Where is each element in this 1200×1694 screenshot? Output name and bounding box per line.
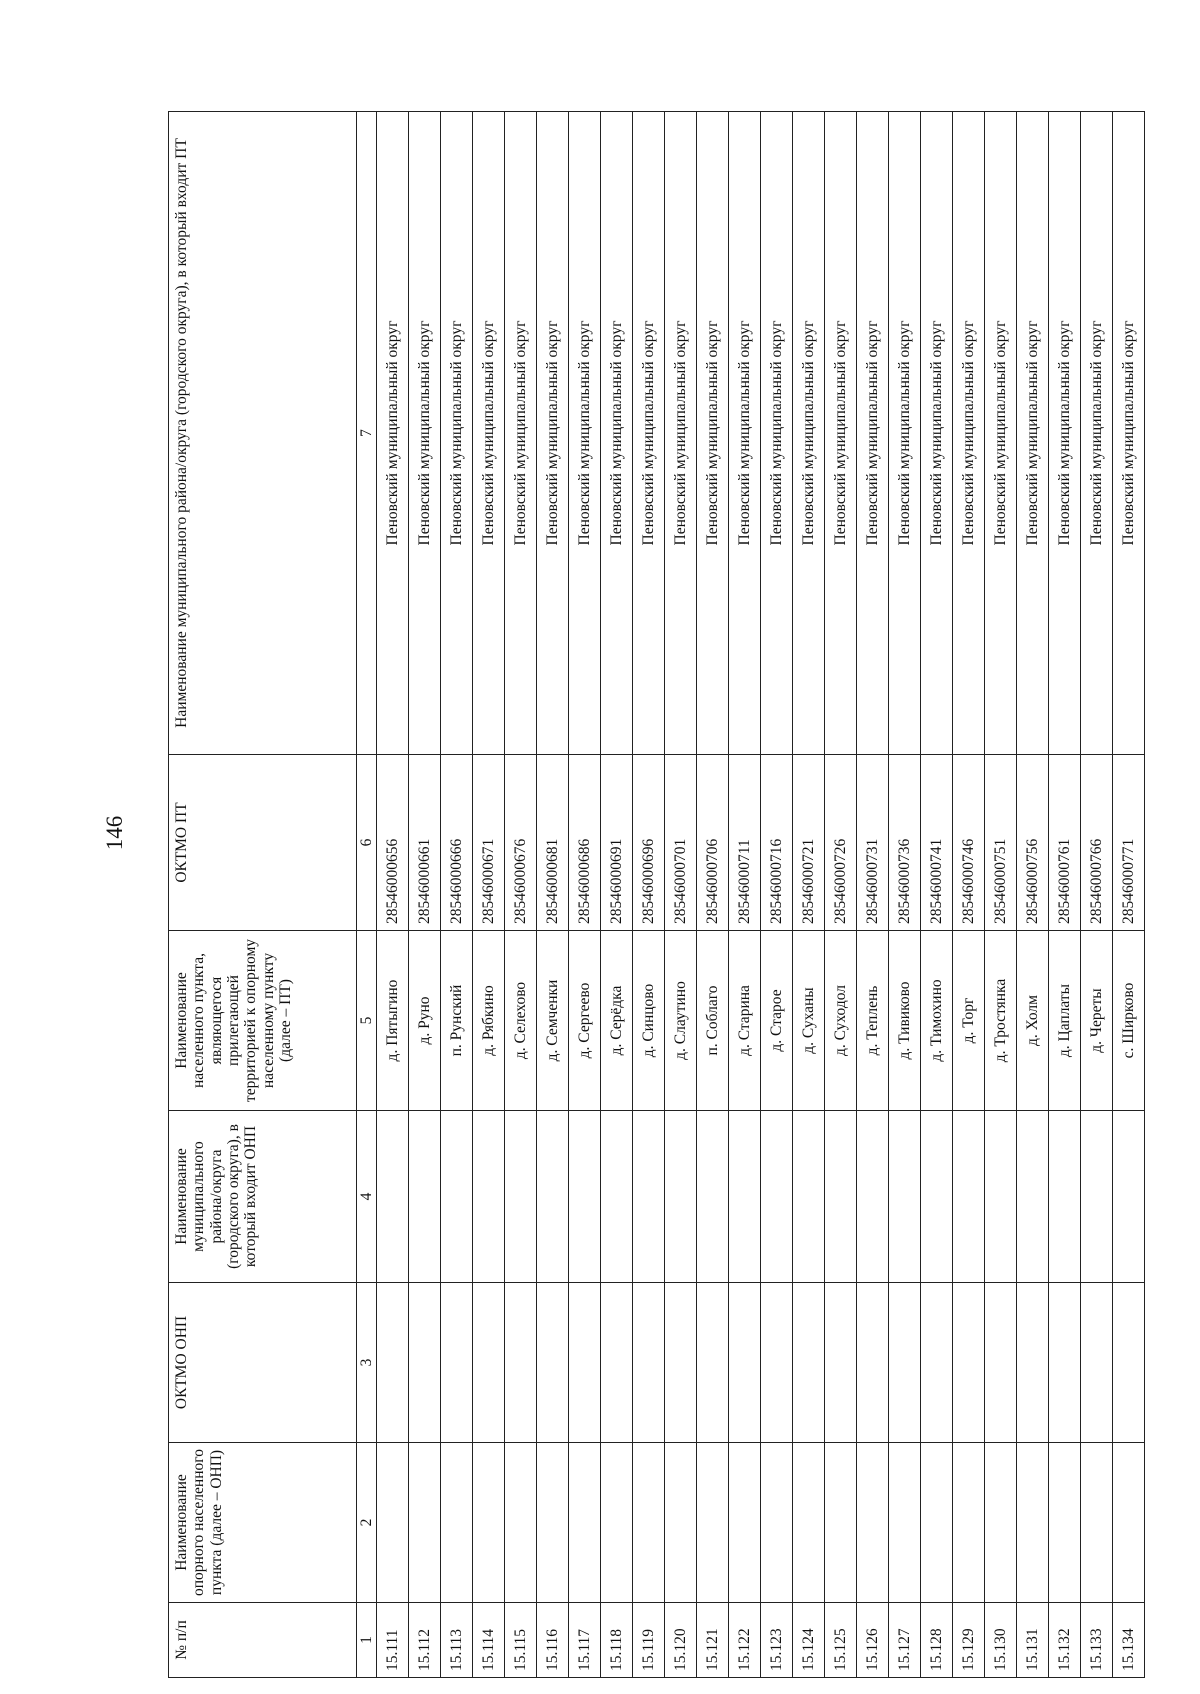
column-number: 4 — [357, 1111, 377, 1283]
header-cell: ОКТМО ОНП — [169, 1283, 357, 1443]
oktmo-code: 28546000731 — [857, 755, 889, 931]
row-number: 15.123 — [761, 1603, 793, 1678]
empty-cell — [601, 1443, 633, 1603]
row-number: 15.121 — [697, 1603, 729, 1678]
empty-cell — [441, 1283, 473, 1443]
settlement-name: д. Рябкино — [473, 931, 505, 1111]
table-row — [473, 112, 505, 1678]
empty-cell — [505, 1443, 537, 1603]
table-row — [857, 112, 889, 1678]
empty-cell — [473, 1443, 505, 1603]
empty-cell — [793, 1111, 825, 1283]
table-row — [825, 112, 857, 1678]
oktmo-code: 28546000671 — [473, 755, 505, 931]
table-row — [409, 112, 441, 1678]
row-number: 15.130 — [985, 1603, 1017, 1678]
settlement-name: д. Сергеево — [569, 931, 601, 1111]
empty-cell — [793, 1283, 825, 1443]
oktmo-code: 28546000721 — [793, 755, 825, 931]
row-number: 15.127 — [889, 1603, 921, 1678]
district-name: Пеновский муниципальный округ — [1017, 112, 1049, 755]
oktmo-code: 28546000771 — [1113, 755, 1145, 931]
district-name: Пеновский муниципальный округ — [537, 112, 569, 755]
empty-cell — [1049, 1443, 1081, 1603]
empty-cell — [953, 1283, 985, 1443]
table-row — [1113, 112, 1145, 1678]
settlement-name: д. Теплень — [857, 931, 889, 1111]
empty-cell — [505, 1283, 537, 1443]
empty-cell — [601, 1283, 633, 1443]
empty-cell — [1049, 1111, 1081, 1283]
district-name: Пеновский муниципальный округ — [857, 112, 889, 755]
table-row — [633, 112, 665, 1678]
column-number: 7 — [357, 112, 377, 755]
empty-cell — [889, 1283, 921, 1443]
header-cell: № п/п — [169, 1603, 357, 1678]
settlement-name: д. Руно — [409, 931, 441, 1111]
empty-cell — [473, 1283, 505, 1443]
settlement-name: д. Холм — [1017, 931, 1049, 1111]
empty-cell — [1113, 1111, 1145, 1283]
settlement-name: д. Старое — [761, 931, 793, 1111]
empty-cell — [953, 1443, 985, 1603]
column-number: 1 — [357, 1603, 377, 1678]
oktmo-code: 28546000711 — [729, 755, 761, 931]
table-row — [537, 112, 569, 1678]
oktmo-code: 28546000656 — [377, 755, 409, 931]
settlement-name: д. Торг — [953, 931, 985, 1111]
empty-cell — [1113, 1443, 1145, 1603]
row-number: 15.115 — [505, 1603, 537, 1678]
settlement-name: д. Синцово — [633, 931, 665, 1111]
empty-cell — [633, 1443, 665, 1603]
district-name: Пеновский муниципальный округ — [377, 112, 409, 755]
table-row — [729, 112, 761, 1678]
district-name: Пеновский муниципальный округ — [665, 112, 697, 755]
district-name: Пеновский муниципальный округ — [889, 112, 921, 755]
page-number: 146 — [102, 815, 127, 851]
table-row — [1081, 112, 1113, 1678]
settlement-name: д. Тивиково — [889, 931, 921, 1111]
empty-cell — [633, 1283, 665, 1443]
empty-cell — [409, 1443, 441, 1603]
column-number: 6 — [357, 755, 377, 931]
empty-cell — [1081, 1283, 1113, 1443]
header-cell: Наименование населенного пункта, являющегося прилегающей территорией к опорному населенному пункту (далее – ПТ) — [169, 931, 357, 1111]
oktmo-code: 28546000751 — [985, 755, 1017, 931]
district-name: Пеновский муниципальный округ — [825, 112, 857, 755]
settlement-name: д. Череты — [1081, 931, 1113, 1111]
row-number: 15.113 — [441, 1603, 473, 1678]
settlement-name: д. Семченки — [537, 931, 569, 1111]
empty-cell — [409, 1283, 441, 1443]
empty-cell — [441, 1111, 473, 1283]
column-number: 3 — [357, 1283, 377, 1443]
row-number: 15.117 — [569, 1603, 601, 1678]
empty-cell — [857, 1111, 889, 1283]
empty-cell — [633, 1111, 665, 1283]
district-name: Пеновский муниципальный округ — [601, 112, 633, 755]
settlement-name: д. Пятыгино — [377, 931, 409, 1111]
row-number: 15.111 — [377, 1603, 409, 1678]
empty-cell — [761, 1283, 793, 1443]
row-number: 15.128 — [921, 1603, 953, 1678]
row-number: 15.132 — [1049, 1603, 1081, 1678]
row-number: 15.126 — [857, 1603, 889, 1678]
oktmo-code: 28546000666 — [441, 755, 473, 931]
header-cell: ОКТМО ПТ — [169, 755, 357, 931]
district-name: Пеновский муниципальный округ — [953, 112, 985, 755]
empty-cell — [377, 1443, 409, 1603]
row-number: 15.114 — [473, 1603, 505, 1678]
settlement-name: д. Слаутино — [665, 931, 697, 1111]
empty-cell — [953, 1111, 985, 1283]
district-name: Пеновский муниципальный округ — [569, 112, 601, 755]
row-number: 15.119 — [633, 1603, 665, 1678]
table-row — [377, 112, 409, 1678]
empty-cell — [1017, 1283, 1049, 1443]
district-name: Пеновский муниципальный округ — [505, 112, 537, 755]
row-number: 15.129 — [953, 1603, 985, 1678]
empty-cell — [569, 1443, 601, 1603]
district-name: Пеновский муниципальный округ — [409, 112, 441, 755]
oktmo-code: 28546000696 — [633, 755, 665, 931]
oktmo-code: 28546000676 — [505, 755, 537, 931]
table-body — [377, 112, 1145, 1678]
empty-cell — [697, 1283, 729, 1443]
oktmo-code: 28546000701 — [665, 755, 697, 931]
oktmo-code: 28546000706 — [697, 755, 729, 931]
oktmo-code: 28546000661 — [409, 755, 441, 931]
empty-cell — [985, 1443, 1017, 1603]
empty-cell — [1049, 1283, 1081, 1443]
empty-cell — [1081, 1111, 1113, 1283]
oktmo-code: 28546000766 — [1081, 755, 1113, 931]
row-number: 15.124 — [793, 1603, 825, 1678]
empty-cell — [825, 1283, 857, 1443]
oktmo-code: 28546000716 — [761, 755, 793, 931]
row-number: 15.120 — [665, 1603, 697, 1678]
empty-cell — [665, 1443, 697, 1603]
empty-cell — [921, 1111, 953, 1283]
oktmo-code: 28546000736 — [889, 755, 921, 931]
table-row — [441, 112, 473, 1678]
oktmo-code: 28546000746 — [953, 755, 985, 931]
rotated-table-container — [168, 112, 1137, 1678]
settlement-name: д. Суханы — [793, 931, 825, 1111]
empty-cell — [825, 1111, 857, 1283]
table-row — [1049, 112, 1081, 1678]
row-number: 15.116 — [537, 1603, 569, 1678]
row-number: 15.118 — [601, 1603, 633, 1678]
empty-cell — [569, 1111, 601, 1283]
empty-cell — [473, 1111, 505, 1283]
district-name: Пеновский муниципальный округ — [1113, 112, 1145, 755]
settlement-name: д. Тростянка — [985, 931, 1017, 1111]
empty-cell — [1017, 1443, 1049, 1603]
settlement-name: д. Тимохино — [921, 931, 953, 1111]
empty-cell — [825, 1443, 857, 1603]
empty-cell — [537, 1283, 569, 1443]
empty-cell — [729, 1283, 761, 1443]
empty-cell — [569, 1283, 601, 1443]
settlement-name: д. Старина — [729, 931, 761, 1111]
table-row — [697, 112, 729, 1678]
row-number: 15.131 — [1017, 1603, 1049, 1678]
empty-cell — [1081, 1443, 1113, 1603]
district-name: Пеновский муниципальный округ — [921, 112, 953, 755]
oktmo-code: 28546000761 — [1049, 755, 1081, 931]
district-name: Пеновский муниципальный округ — [1049, 112, 1081, 755]
oktmo-code: 28546000726 — [825, 755, 857, 931]
table-row — [921, 112, 953, 1678]
header-cell: Наименование муниципального района/округа (городского округа), в который входит ОНП — [169, 1111, 357, 1283]
empty-cell — [665, 1111, 697, 1283]
oktmo-code: 28546000691 — [601, 755, 633, 931]
table-row — [761, 112, 793, 1678]
district-name: Пеновский муниципальный округ — [1081, 112, 1113, 755]
empty-cell — [409, 1111, 441, 1283]
empty-cell — [665, 1283, 697, 1443]
table-row — [985, 112, 1017, 1678]
settlement-name: д. Суходол — [825, 931, 857, 1111]
settlements-table — [168, 111, 1145, 1678]
oktmo-code: 28546000681 — [537, 755, 569, 931]
header-cell: Наименование опорного населенного пункта (далее – ОНП) — [169, 1443, 357, 1603]
table-row — [953, 112, 985, 1678]
empty-cell — [889, 1111, 921, 1283]
table-row — [505, 112, 537, 1678]
table-row — [889, 112, 921, 1678]
table-row — [665, 112, 697, 1678]
empty-cell — [729, 1443, 761, 1603]
empty-cell — [377, 1283, 409, 1443]
district-name: Пеновский муниципальный округ — [697, 112, 729, 755]
settlement-name: п. Соблаго — [697, 931, 729, 1111]
column-number: 2 — [357, 1443, 377, 1603]
empty-cell — [377, 1111, 409, 1283]
table-row — [569, 112, 601, 1678]
settlement-name: п. Рунский — [441, 931, 473, 1111]
empty-cell — [1113, 1283, 1145, 1443]
empty-cell — [729, 1111, 761, 1283]
row-number: 15.134 — [1113, 1603, 1145, 1678]
district-name: Пеновский муниципальный округ — [473, 112, 505, 755]
row-number: 15.112 — [409, 1603, 441, 1678]
district-name: Пеновский муниципальный округ — [633, 112, 665, 755]
empty-cell — [921, 1443, 953, 1603]
empty-cell — [921, 1283, 953, 1443]
oktmo-code: 28546000741 — [921, 755, 953, 931]
settlement-name: д. Серёдка — [601, 931, 633, 1111]
row-number: 15.133 — [1081, 1603, 1113, 1678]
empty-cell — [761, 1111, 793, 1283]
district-name: Пеновский муниципальный округ — [729, 112, 761, 755]
table-row — [601, 112, 633, 1678]
district-name: Пеновский муниципальный округ — [441, 112, 473, 755]
empty-cell — [857, 1443, 889, 1603]
empty-cell — [505, 1111, 537, 1283]
empty-cell — [697, 1111, 729, 1283]
district-name: Пеновский муниципальный округ — [793, 112, 825, 755]
empty-cell — [1017, 1111, 1049, 1283]
oktmo-code: 28546000756 — [1017, 755, 1049, 931]
empty-cell — [601, 1111, 633, 1283]
column-number-row — [357, 112, 377, 1678]
empty-cell — [697, 1443, 729, 1603]
row-number: 15.122 — [729, 1603, 761, 1678]
row-number: 15.125 — [825, 1603, 857, 1678]
empty-cell — [889, 1443, 921, 1603]
settlement-name: с. Ширково — [1113, 931, 1145, 1111]
table-row — [1017, 112, 1049, 1678]
header-row — [169, 112, 357, 1678]
oktmo-code: 28546000686 — [569, 755, 601, 931]
empty-cell — [761, 1443, 793, 1603]
empty-cell — [857, 1283, 889, 1443]
header-cell: Наименование муниципального района/округа (городского округа), в который входит ПТ — [169, 112, 357, 755]
district-name: Пеновский муниципальный округ — [761, 112, 793, 755]
empty-cell — [985, 1111, 1017, 1283]
empty-cell — [985, 1283, 1017, 1443]
table-row — [793, 112, 825, 1678]
settlement-name: д. Цаплаты — [1049, 931, 1081, 1111]
district-name: Пеновский муниципальный округ — [985, 112, 1017, 755]
empty-cell — [537, 1111, 569, 1283]
empty-cell — [793, 1443, 825, 1603]
empty-cell — [537, 1443, 569, 1603]
column-number: 5 — [357, 931, 377, 1111]
settlement-name: д. Селехово — [505, 931, 537, 1111]
empty-cell — [441, 1443, 473, 1603]
